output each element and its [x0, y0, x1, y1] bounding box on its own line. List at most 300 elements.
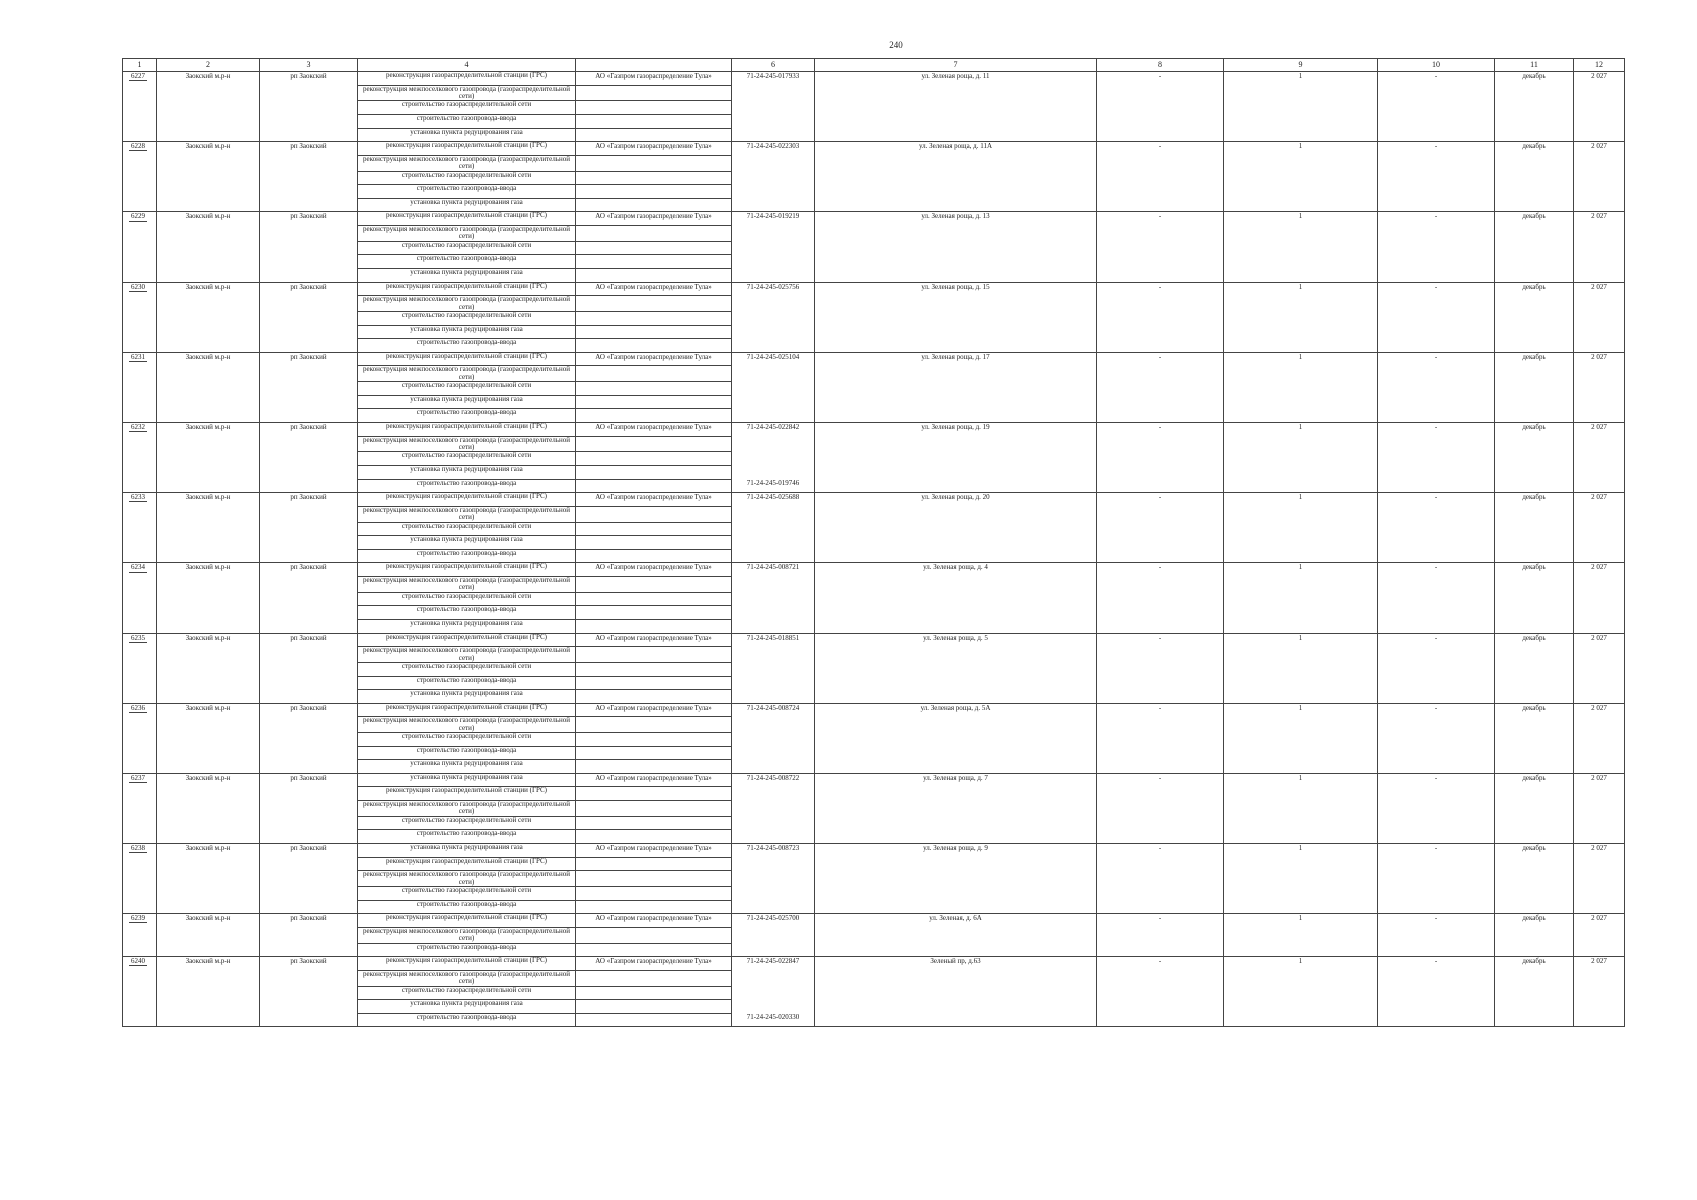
record-number-text: 6237 — [131, 773, 145, 782]
table-row — [123, 844, 1625, 858]
object-code-cell: 71-24-245-008724 — [732, 703, 815, 773]
address-cell: ул. Зеленая роща, д. 20 — [815, 493, 1097, 563]
settlement-cell: рп Заокский — [260, 914, 358, 957]
work-type-cell: установка пункта редуцирования газа — [358, 844, 576, 858]
column-10-cell: - — [1378, 422, 1495, 492]
settlement-cell: рп Заокский — [260, 957, 358, 1027]
work-type-cell: строительство газораспределительной сети — [358, 382, 576, 396]
organization-cell — [576, 717, 732, 733]
settlement-cell: рп Заокский — [260, 633, 358, 703]
district-cell: Заокский м.р-н — [157, 844, 260, 914]
organization-cell — [576, 296, 732, 312]
work-type-cell: строительство газопровода-ввода — [358, 549, 576, 563]
work-type-cell: установка пункта редуцирования газа — [358, 268, 576, 282]
page-number: 240 — [889, 40, 903, 50]
settlement-cell: рп Заокский — [260, 493, 358, 563]
organization-cell — [576, 830, 732, 844]
district-cell: Заокский м.р-н — [157, 563, 260, 633]
column-8-cell: - — [1097, 72, 1224, 142]
organization-cell — [576, 225, 732, 241]
work-type-cell: строительство газораспределительной сети — [358, 887, 576, 901]
object-code-cell: 71-24-245-025756 — [732, 282, 815, 352]
organization-cell — [576, 816, 732, 830]
column-9-cell: 1 — [1224, 422, 1378, 492]
work-type-cell: реконструкция газораспределительной станции (ГРС) — [358, 857, 576, 871]
object-code-cell: 71-24-245-025700 — [732, 914, 815, 957]
column-header: 8 — [1097, 59, 1224, 72]
record-number — [123, 844, 157, 914]
year-cell: 2 027 — [1574, 703, 1625, 773]
work-type-cell: строительство газопровода-ввода — [358, 746, 576, 760]
work-type-cell: реконструкция межпоселкового газопровода (газораспределительной сети) — [358, 717, 576, 733]
district-cell: Заокский м.р-н — [157, 422, 260, 492]
object-code-cell: 71-24-245-025104 — [732, 352, 815, 422]
table-row — [123, 422, 1625, 436]
month-cell: декабрь — [1495, 422, 1574, 492]
work-type-cell: установка пункта редуцирования газа — [358, 198, 576, 212]
district-cell: Заокский м.р-н — [157, 212, 260, 282]
record-number — [123, 282, 157, 352]
address-cell: ул. Зеленая роща, д. 17 — [815, 352, 1097, 422]
organization-cell — [576, 325, 732, 339]
column-10-cell: - — [1378, 493, 1495, 563]
table-row — [123, 493, 1625, 507]
column-header: 3 — [260, 59, 358, 72]
record-number-text: 6234 — [131, 563, 145, 572]
record-number — [123, 352, 157, 422]
district-cell: Заокский м.р-н — [157, 633, 260, 703]
organization-cell — [576, 171, 732, 185]
table-row — [123, 72, 1625, 86]
organization-cell: АО «Газпром газораспределение Тула» — [576, 703, 732, 717]
work-type-cell: установка пункта редуцирования газа — [358, 465, 576, 479]
month-cell: декабрь — [1495, 773, 1574, 843]
table-row — [123, 957, 1625, 971]
record-number-text: 6233 — [131, 493, 145, 502]
work-type-cell: строительство газопровода-ввода — [358, 479, 576, 493]
column-header: 4 — [358, 59, 576, 72]
month-cell: декабрь — [1495, 703, 1574, 773]
work-type-cell: строительство газопровода-ввода — [358, 830, 576, 844]
record-number — [123, 493, 157, 563]
object-code-cell: 71-24-245-022303 — [732, 142, 815, 212]
settlement-cell: рп Заокский — [260, 72, 358, 142]
object-code-cell: 71-24-245-008722 — [732, 773, 815, 843]
address-cell: ул. Зеленая роща, д. 19 — [815, 422, 1097, 492]
organization-cell — [576, 733, 732, 747]
organization-cell: АО «Газпром газораспределение Тула» — [576, 72, 732, 86]
work-type-cell: установка пункта редуцирования газа — [358, 690, 576, 704]
column-9-cell: 1 — [1224, 914, 1378, 957]
work-type-cell: строительство газопровода-ввода — [358, 115, 576, 129]
month-cell: декабрь — [1495, 72, 1574, 142]
organization-cell — [576, 592, 732, 606]
column-8-cell: - — [1097, 773, 1224, 843]
table-row — [123, 914, 1625, 928]
record-number — [123, 633, 157, 703]
organization-cell — [576, 465, 732, 479]
work-type-cell: установка пункта редуцирования газа — [358, 395, 576, 409]
work-type-cell: строительство газораспределительной сети — [358, 241, 576, 255]
address-cell: ул. Зеленая роща, д. 11А — [815, 142, 1097, 212]
record-number — [123, 72, 157, 142]
work-type-cell: реконструкция газораспределительной станции (ГРС) — [358, 493, 576, 507]
table-row — [123, 142, 1625, 156]
organization-cell — [576, 85, 732, 101]
record-number — [123, 957, 157, 1027]
column-9-cell: 1 — [1224, 563, 1378, 633]
column-10-cell: - — [1378, 352, 1495, 422]
organization-cell — [576, 185, 732, 199]
work-type-cell: строительство газораспределительной сети — [358, 311, 576, 325]
organization-cell — [576, 619, 732, 633]
gasification-register-table — [122, 58, 1625, 1027]
organization-cell — [576, 536, 732, 550]
organization-cell — [576, 255, 732, 269]
settlement-cell: рп Заокский — [260, 282, 358, 352]
district-cell: Заокский м.р-н — [157, 914, 260, 957]
district-cell: Заокский м.р-н — [157, 957, 260, 1027]
column-10-cell: - — [1378, 914, 1495, 957]
record-number — [123, 703, 157, 773]
organization-cell — [576, 479, 732, 493]
organization-cell — [576, 268, 732, 282]
organization-cell — [576, 115, 732, 129]
work-type-cell: реконструкция межпоселкового газопровода (газораспределительной сети) — [358, 801, 576, 817]
month-cell: декабрь — [1495, 633, 1574, 703]
column-9-cell: 1 — [1224, 844, 1378, 914]
record-number — [123, 142, 157, 212]
column-9-cell: 1 — [1224, 957, 1378, 1027]
organization-cell — [576, 366, 732, 382]
record-number-text: 6235 — [131, 633, 145, 642]
month-cell: декабрь — [1495, 563, 1574, 633]
record-number-text: 6236 — [131, 703, 145, 712]
settlement-cell: рп Заокский — [260, 142, 358, 212]
column-header: 12 — [1574, 59, 1625, 72]
settlement-cell: рп Заокский — [260, 844, 358, 914]
district-cell: Заокский м.р-н — [157, 493, 260, 563]
work-type-cell: реконструкция газораспределительной станции (ГРС) — [358, 212, 576, 226]
record-number — [123, 773, 157, 843]
organization-cell: АО «Газпром газораспределение Тула» — [576, 352, 732, 366]
object-code-cell: 71-24-245-025688 — [732, 493, 815, 563]
work-type-cell: строительство газопровода-ввода — [358, 339, 576, 353]
organization-cell — [576, 943, 732, 957]
work-type-cell: строительство газопровода-ввода — [358, 943, 576, 957]
organization-cell — [576, 382, 732, 396]
object-code-cell: 71-24-245-008721 — [732, 563, 815, 633]
settlement-cell: рп Заокский — [260, 212, 358, 282]
organization-cell — [576, 606, 732, 620]
year-cell: 2 027 — [1574, 633, 1625, 703]
work-type-cell: реконструкция межпоселкового газопровода (газораспределительной сети) — [358, 576, 576, 592]
column-8-cell: - — [1097, 282, 1224, 352]
work-type-cell: реконструкция межпоселкового газопровода (газораспределительной сети) — [358, 436, 576, 452]
column-9-cell: 1 — [1224, 282, 1378, 352]
column-header: 10 — [1378, 59, 1495, 72]
column-8-cell: - — [1097, 844, 1224, 914]
month-cell: декабрь — [1495, 142, 1574, 212]
district-cell: Заокский м.р-н — [157, 72, 260, 142]
year-cell: 2 027 — [1574, 773, 1625, 843]
year-cell: 2 027 — [1574, 914, 1625, 957]
work-type-cell: строительство газопровода-ввода — [358, 676, 576, 690]
work-type-cell: установка пункта редуцирования газа — [358, 325, 576, 339]
work-type-cell: установка пункта редуцирования газа — [358, 619, 576, 633]
object-code-cell: 71-24-245-019746 — [732, 479, 815, 493]
object-code-cell: 71-24-245-020330 — [732, 1013, 815, 1027]
year-cell: 2 027 — [1574, 142, 1625, 212]
settlement-cell: рп Заокский — [260, 563, 358, 633]
organization-cell: АО «Газпром газораспределение Тула» — [576, 212, 732, 226]
column-8-cell: - — [1097, 703, 1224, 773]
work-type-cell: строительство газопровода-ввода — [358, 185, 576, 199]
work-type-cell: реконструкция газораспределительной станции (ГРС) — [358, 142, 576, 156]
organization-cell — [576, 522, 732, 536]
column-header: 11 — [1495, 59, 1574, 72]
record-number-text: 6229 — [131, 212, 145, 221]
column-8-cell: - — [1097, 352, 1224, 422]
column-number-row — [123, 59, 1625, 72]
year-cell: 2 027 — [1574, 212, 1625, 282]
address-cell: ул. Зеленая роща, д. 4 — [815, 563, 1097, 633]
table-row — [123, 212, 1625, 226]
work-type-cell: реконструкция межпоселкового газопровода (газораспределительной сети) — [358, 647, 576, 663]
year-cell: 2 027 — [1574, 352, 1625, 422]
work-type-cell: реконструкция межпоселкового газопровода (газораспределительной сети) — [358, 85, 576, 101]
column-8-cell: - — [1097, 563, 1224, 633]
address-cell: ул. Зеленая роща, д. 11 — [815, 72, 1097, 142]
year-cell: 2 027 — [1574, 72, 1625, 142]
record-number-text: 6238 — [131, 844, 145, 853]
organization-cell — [576, 1013, 732, 1027]
record-number — [123, 563, 157, 633]
column-9-cell: 1 — [1224, 633, 1378, 703]
month-cell: декабрь — [1495, 493, 1574, 563]
work-type-cell: реконструкция газораспределительной станции (ГРС) — [358, 914, 576, 928]
column-10-cell: - — [1378, 703, 1495, 773]
organization-cell: АО «Газпром газораспределение Тула» — [576, 422, 732, 436]
record-number-text: 6228 — [131, 142, 145, 151]
organization-cell — [576, 900, 732, 914]
address-cell: ул. Зеленая роща, д. 15 — [815, 282, 1097, 352]
work-type-cell: строительство газопровода-ввода — [358, 409, 576, 423]
column-9-cell: 1 — [1224, 773, 1378, 843]
organization-cell — [576, 506, 732, 522]
work-type-cell: строительство газопровода-ввода — [358, 255, 576, 269]
organization-cell — [576, 339, 732, 353]
organization-cell — [576, 549, 732, 563]
work-type-cell: реконструкция газораспределительной станции (ГРС) — [358, 563, 576, 577]
organization-cell: АО «Газпром газораспределение Тула» — [576, 142, 732, 156]
settlement-cell: рп Заокский — [260, 422, 358, 492]
register-body — [123, 72, 1625, 1027]
table-row — [123, 352, 1625, 366]
organization-cell — [576, 576, 732, 592]
object-code-cell: 71-24-245-022842 — [732, 422, 815, 479]
work-type-cell: реконструкция межпоселкового газопровода (газораспределительной сети) — [358, 155, 576, 171]
organization-cell — [576, 198, 732, 212]
work-type-cell: строительство газопровода-ввода — [358, 900, 576, 914]
work-type-cell: строительство газораспределительной сети — [358, 171, 576, 185]
organization-cell — [576, 241, 732, 255]
work-type-cell: установка пункта редуцирования газа — [358, 760, 576, 774]
work-type-cell: реконструкция межпоселкового газопровода (газораспределительной сети) — [358, 970, 576, 986]
year-cell: 2 027 — [1574, 563, 1625, 633]
work-type-cell: реконструкция газораспределительной станции (ГРС) — [358, 422, 576, 436]
work-type-cell: установка пункта редуцирования газа — [358, 773, 576, 787]
organization-cell — [576, 871, 732, 887]
record-number — [123, 422, 157, 492]
record-number-text: 6231 — [131, 352, 145, 361]
month-cell: декабрь — [1495, 212, 1574, 282]
column-8-cell: - — [1097, 914, 1224, 957]
work-type-cell: реконструкция межпоселкового газопровода (газораспределительной сети) — [358, 506, 576, 522]
month-cell: декабрь — [1495, 844, 1574, 914]
month-cell: декабрь — [1495, 957, 1574, 1027]
column-header: 2 — [157, 59, 260, 72]
column-10-cell: - — [1378, 282, 1495, 352]
organization-cell — [576, 676, 732, 690]
table-row — [123, 563, 1625, 577]
work-type-cell: строительство газораспределительной сети — [358, 592, 576, 606]
work-type-cell: установка пункта редуцирования газа — [358, 536, 576, 550]
record-number-text: 6227 — [131, 72, 145, 80]
work-type-cell: установка пункта редуцирования газа — [358, 128, 576, 142]
organization-cell — [576, 409, 732, 423]
organization-cell: АО «Газпром газораспределение Тула» — [576, 563, 732, 577]
record-number-text: 6239 — [131, 914, 145, 923]
table-row — [123, 773, 1625, 787]
year-cell: 2 027 — [1574, 282, 1625, 352]
work-type-cell: реконструкция газораспределительной станции (ГРС) — [358, 633, 576, 647]
record-number-text: 6232 — [131, 422, 145, 431]
organization-cell — [576, 647, 732, 663]
work-type-cell: строительство газопровода-ввода — [358, 1013, 576, 1027]
address-cell: Зеленый пр, д.63 — [815, 957, 1097, 1027]
address-cell: ул. Зеленая роща, д. 13 — [815, 212, 1097, 282]
work-type-cell: реконструкция газораспределительной станции (ГРС) — [358, 352, 576, 366]
work-type-cell: реконструкция газораспределительной станции (ГРС) — [358, 703, 576, 717]
organization-cell — [576, 787, 732, 801]
column-8-cell: - — [1097, 212, 1224, 282]
organization-cell — [576, 311, 732, 325]
work-type-cell: реконструкция газораспределительной станции (ГРС) — [358, 957, 576, 971]
organization-cell — [576, 927, 732, 943]
work-type-cell: строительство газораспределительной сети — [358, 816, 576, 830]
organization-cell — [576, 101, 732, 115]
work-type-cell: реконструкция межпоселкового газопровода (газораспределительной сети) — [358, 871, 576, 887]
object-code-cell: 71-24-245-017933 — [732, 72, 815, 142]
district-cell: Заокский м.р-н — [157, 282, 260, 352]
column-10-cell: - — [1378, 957, 1495, 1027]
work-type-cell: строительство газопровода-ввода — [358, 606, 576, 620]
month-cell: декабрь — [1495, 914, 1574, 957]
organization-cell: АО «Газпром газораспределение Тула» — [576, 914, 732, 928]
column-8-cell: - — [1097, 493, 1224, 563]
address-cell: ул. Зеленая роща, д. 5А — [815, 703, 1097, 773]
year-cell: 2 027 — [1574, 422, 1625, 492]
column-9-cell: 1 — [1224, 352, 1378, 422]
column-8-cell: - — [1097, 422, 1224, 492]
table-row — [123, 282, 1625, 296]
district-cell: Заокский м.р-н — [157, 773, 260, 843]
work-type-cell: реконструкция межпоселкового газопровода (газораспределительной сети) — [358, 366, 576, 382]
column-header: 9 — [1224, 59, 1378, 72]
work-type-cell: реконструкция газораспределительной станции (ГРС) — [358, 787, 576, 801]
organization-cell — [576, 746, 732, 760]
organization-cell — [576, 986, 732, 1000]
address-cell: ул. Зеленая роща, д. 7 — [815, 773, 1097, 843]
work-type-cell: строительство газораспределительной сети — [358, 522, 576, 536]
work-type-cell: реконструкция газораспределительной станции (ГРС) — [358, 282, 576, 296]
settlement-cell: рп Заокский — [260, 773, 358, 843]
column-9-cell: 1 — [1224, 72, 1378, 142]
column-10-cell: - — [1378, 773, 1495, 843]
organization-cell — [576, 801, 732, 817]
work-type-cell: строительство газораспределительной сети — [358, 986, 576, 1000]
column-10-cell: - — [1378, 844, 1495, 914]
column-10-cell: - — [1378, 563, 1495, 633]
column-10-cell: - — [1378, 212, 1495, 282]
address-cell: ул. Зеленая роща, д. 5 — [815, 633, 1097, 703]
object-code-cell: 71-24-245-018851 — [732, 633, 815, 703]
column-9-cell: 1 — [1224, 142, 1378, 212]
object-code-cell: 71-24-245-019219 — [732, 212, 815, 282]
settlement-cell: рп Заокский — [260, 703, 358, 773]
column-header — [576, 59, 732, 72]
district-cell: Заокский м.р-н — [157, 142, 260, 212]
work-type-cell: строительство газораспределительной сети — [358, 662, 576, 676]
column-header: 6 — [732, 59, 815, 72]
column-10-cell: - — [1378, 142, 1495, 212]
month-cell: декабрь — [1495, 352, 1574, 422]
organization-cell — [576, 887, 732, 901]
work-type-cell: реконструкция межпоселкового газопровода (газораспределительной сети) — [358, 225, 576, 241]
organization-cell — [576, 760, 732, 774]
object-code-cell: 71-24-245-022847 — [732, 957, 815, 1014]
organization-cell: АО «Газпром газораспределение Тула» — [576, 633, 732, 647]
column-9-cell: 1 — [1224, 493, 1378, 563]
district-cell: Заокский м.р-н — [157, 352, 260, 422]
table-row — [123, 703, 1625, 717]
organization-cell — [576, 857, 732, 871]
work-type-cell: установка пункта редуцирования газа — [358, 1000, 576, 1014]
organization-cell: АО «Газпром газораспределение Тула» — [576, 773, 732, 787]
column-10-cell: - — [1378, 633, 1495, 703]
month-cell: декабрь — [1495, 282, 1574, 352]
district-cell: Заокский м.р-н — [157, 703, 260, 773]
organization-cell — [576, 662, 732, 676]
organization-cell: АО «Газпром газораспределение Тула» — [576, 282, 732, 296]
record-number — [123, 914, 157, 957]
organization-cell — [576, 155, 732, 171]
year-cell: 2 027 — [1574, 957, 1625, 1027]
work-type-cell: строительство газораспределительной сети — [358, 733, 576, 747]
column-9-cell: 1 — [1224, 212, 1378, 282]
settlement-cell: рп Заокский — [260, 352, 358, 422]
organization-cell — [576, 1000, 732, 1014]
organization-cell — [576, 970, 732, 986]
organization-cell — [576, 452, 732, 466]
record-number-text: 6240 — [131, 957, 145, 966]
column-10-cell: - — [1378, 72, 1495, 142]
organization-cell — [576, 128, 732, 142]
column-8-cell: - — [1097, 633, 1224, 703]
column-header: 1 — [123, 59, 157, 72]
column-8-cell: - — [1097, 142, 1224, 212]
